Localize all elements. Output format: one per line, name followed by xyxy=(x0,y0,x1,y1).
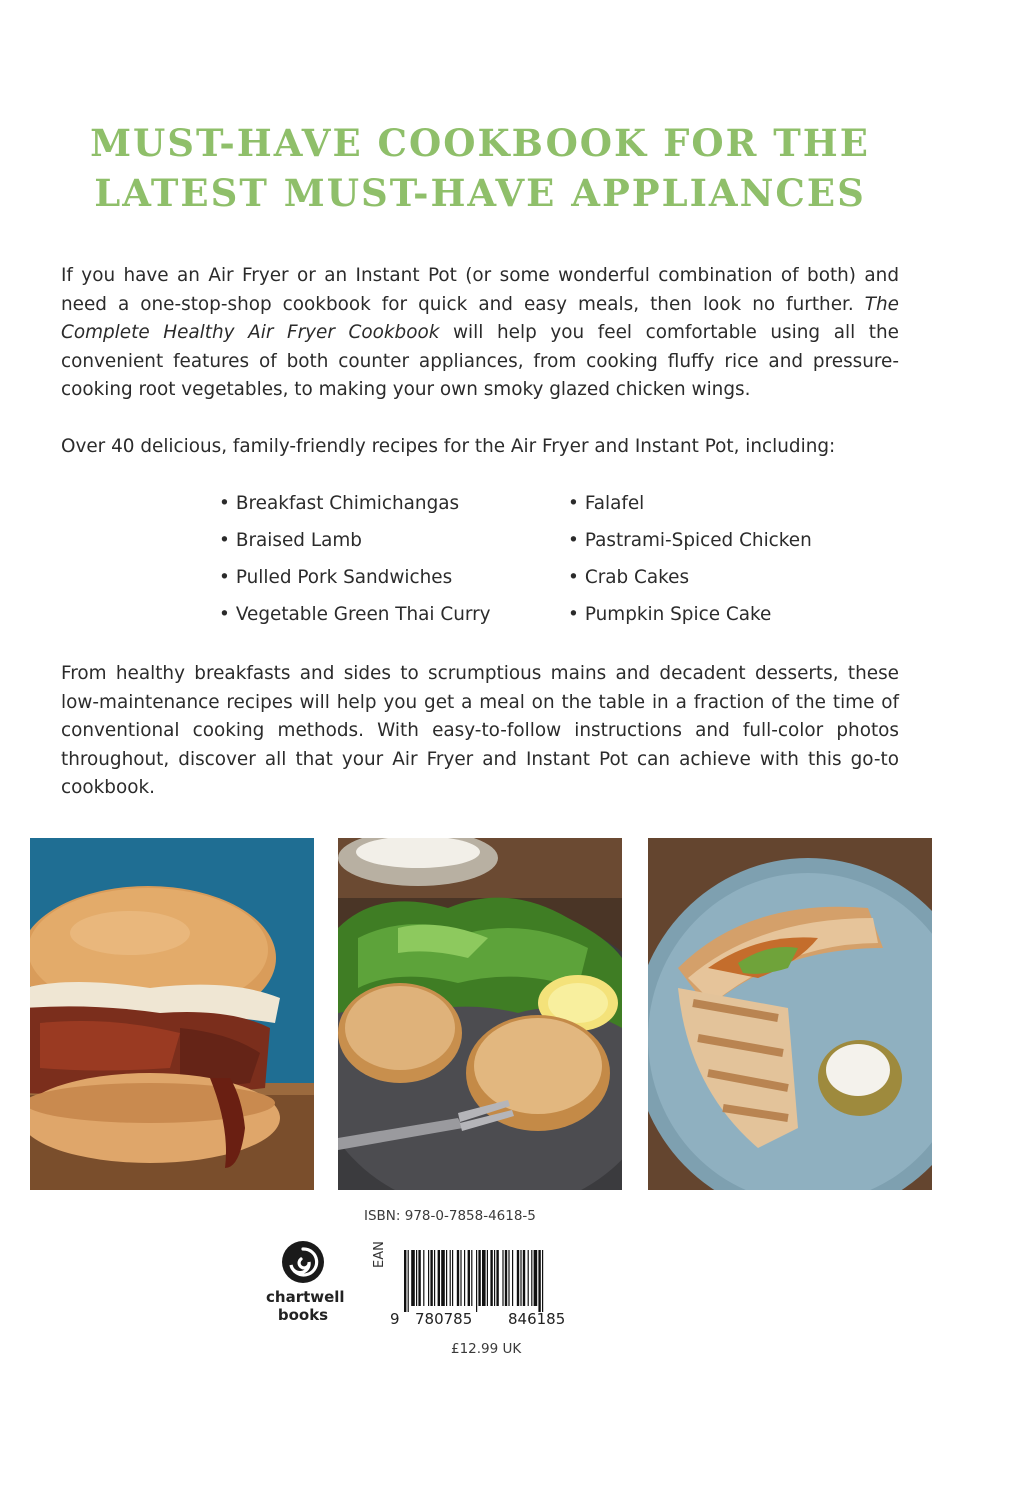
bullet-icon: • xyxy=(219,530,230,551)
headline-line-2: LATEST MUST-HAVE APPLIANCES xyxy=(94,171,866,215)
barcode-bar xyxy=(531,1250,532,1306)
barcode-bar xyxy=(487,1250,488,1306)
barcode-bar xyxy=(502,1250,503,1306)
barcode-bar xyxy=(520,1250,521,1306)
recipe-name: Crab Cakes xyxy=(584,567,690,588)
barcode-bar xyxy=(508,1250,509,1306)
recipe-column-right xyxy=(568,490,812,638)
intro-text-end: will help you feel comfortable using all the convenient features of both counter appliances, from cooking fluffy rice and pressure-cooking root vegetables, to making your own smoky glazed chicken wings. xyxy=(61,322,899,401)
barcode-bar xyxy=(418,1250,420,1306)
barcode-bar xyxy=(538,1250,540,1312)
barcode-digits-group-1: 780785 xyxy=(415,1310,473,1328)
intro-paragraph xyxy=(61,262,899,405)
barcode-bar xyxy=(517,1250,519,1306)
barcode-bar xyxy=(446,1250,447,1306)
barcode-bar xyxy=(416,1250,417,1306)
publisher-name-line-1: chartwell xyxy=(266,1288,345,1306)
recipe-name: Braised Lamb xyxy=(235,530,362,551)
barcode-bar xyxy=(496,1250,498,1306)
recipe-name: Pulled Pork Sandwiches xyxy=(235,567,453,588)
barcode-bar xyxy=(430,1250,432,1306)
barcode-bars xyxy=(404,1250,588,1312)
pulled-pork-sandwich-photo xyxy=(30,838,314,1190)
intro-text-start: If you have an Air Fryer or an Instant Pot (or some wonderful combination of both) and need a one-stop-shop cookbook for quick and easy meals, then look no further. xyxy=(61,265,899,315)
barcode-digits-group-2: 846185 xyxy=(508,1310,566,1328)
barcode-bar xyxy=(441,1250,445,1306)
recipe-item xyxy=(568,601,812,638)
bullet-icon: • xyxy=(219,567,230,588)
recipe-item xyxy=(219,490,491,527)
barcode-bar xyxy=(438,1250,440,1306)
recipe-name: Pastrami-Spiced Chicken xyxy=(584,530,812,551)
barcode-bar xyxy=(464,1250,465,1306)
bullet-icon: • xyxy=(219,493,230,514)
recipe-item xyxy=(568,490,812,527)
recipe-name: Breakfast Chimichangas xyxy=(235,493,460,514)
barcode-bar xyxy=(452,1250,453,1306)
isbn: ISBN: 978-0-7858-4618-5 xyxy=(364,1208,536,1224)
barcode-bar xyxy=(404,1250,406,1312)
barcode-bar xyxy=(476,1250,477,1312)
bullet-icon: • xyxy=(568,530,579,551)
barcode-bar xyxy=(423,1250,424,1306)
barcode-bar xyxy=(478,1250,480,1306)
book-title: The Complete Healthy Air Fryer Cookbook xyxy=(61,293,899,344)
recipe-column-left xyxy=(219,490,491,638)
recipe-item xyxy=(568,527,812,564)
recipe-name: Falafel xyxy=(584,493,645,514)
chimichanga-photo xyxy=(648,838,932,1190)
recipe-item xyxy=(219,527,491,564)
recipe-name: Pumpkin Spice Cake xyxy=(584,604,772,625)
barcode-bar xyxy=(460,1250,461,1306)
publisher-name-line-2: books xyxy=(277,1306,329,1324)
barcode-bar xyxy=(428,1250,429,1306)
barcode-bar xyxy=(494,1250,495,1306)
barcode-bar xyxy=(457,1250,459,1306)
headline-line-1: MUST-HAVE COOKBOOK FOR THE xyxy=(90,121,870,165)
chartwell-swirl-icon xyxy=(281,1240,325,1284)
barcode-bar xyxy=(482,1250,486,1306)
recipe-item xyxy=(219,564,491,601)
barcode-bar xyxy=(523,1250,525,1306)
bullet-icon: • xyxy=(568,604,579,625)
recipe-item xyxy=(219,601,491,638)
barcode-bar xyxy=(408,1250,409,1312)
barcode-bar xyxy=(528,1250,529,1306)
price: £12.99 UK xyxy=(451,1341,522,1357)
crab-cakes-photo xyxy=(338,838,622,1190)
bullet-icon: • xyxy=(568,493,579,514)
barcode-digit-prefix: 9 xyxy=(390,1310,400,1328)
barcode-bar xyxy=(411,1250,415,1306)
closing-paragraph: From healthy breakfasts and sides to scrumptious mains and decadent desserts, these low-maintenance recipes will help you get a meal on the table in a fraction of the time of conventional cooking methods. With easy-to-follow instructions and full-color photos throughout, discover all that your Air Fryer and Instant Pot can achieve with this go-to cookbook. xyxy=(61,663,899,799)
ean-label: EAN xyxy=(372,1241,387,1268)
recipe-item xyxy=(568,564,812,601)
bullet-icon: • xyxy=(219,604,230,625)
barcode-bar xyxy=(434,1250,435,1306)
bullet-icon: • xyxy=(568,567,579,588)
publisher-logo xyxy=(266,1240,345,1324)
barcode-bar xyxy=(468,1250,470,1306)
barcode-bar xyxy=(490,1250,492,1306)
barcode-bar xyxy=(471,1250,472,1306)
barcode xyxy=(404,1250,588,1316)
barcode-bar xyxy=(542,1250,543,1312)
barcode-bar xyxy=(450,1250,451,1306)
recipe-name: Vegetable Green Thai Curry xyxy=(235,604,491,625)
barcode-bar xyxy=(534,1250,538,1306)
barcode-bar xyxy=(505,1250,507,1306)
recipes-intro: Over 40 delicious, family-friendly recipes for the Air Fryer and Instant Pot, including: xyxy=(61,436,836,457)
barcode-bar xyxy=(512,1250,513,1306)
